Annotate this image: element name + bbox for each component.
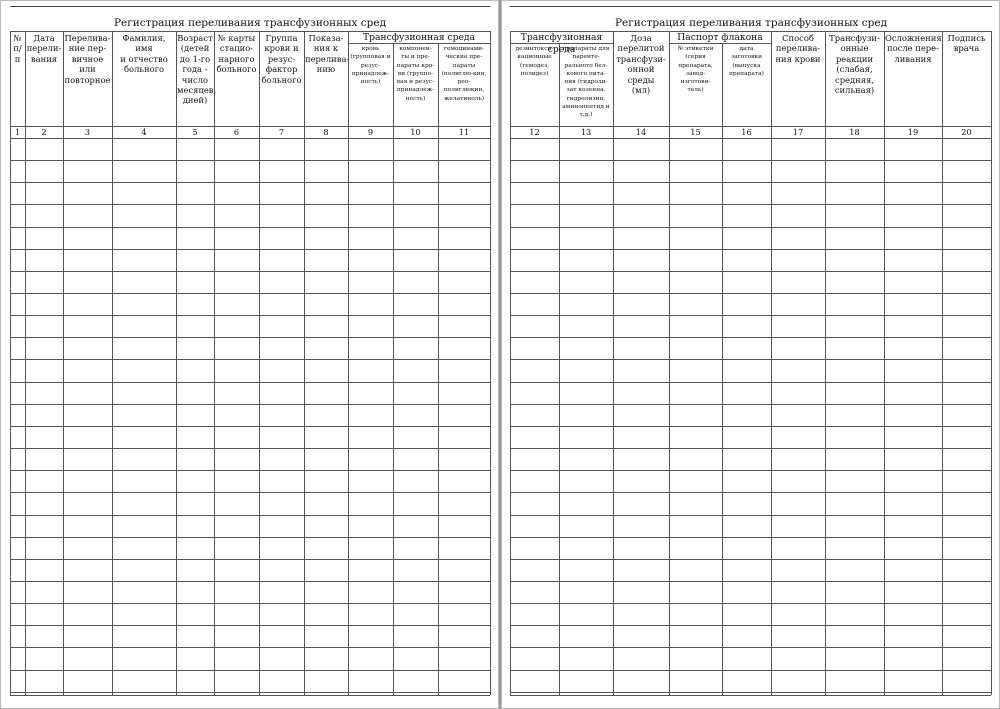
- column-header: компонен- ты и пре- параты кро- ви (группо- вая и резус- принадлеж- ность): [396, 46, 435, 102]
- table-row: [510, 160, 991, 161]
- table-row: [510, 382, 991, 383]
- table-row: [510, 227, 991, 228]
- column-divider: [438, 43, 439, 695]
- table-row: [510, 670, 991, 671]
- top-rule: [10, 6, 490, 7]
- table-row: [10, 271, 490, 272]
- column-header: Группа крови и резус- фактор больного: [261, 33, 302, 85]
- column-number: 19: [907, 127, 919, 137]
- table-row: [10, 249, 490, 250]
- table-row: [10, 315, 490, 316]
- column-number: 20: [961, 127, 972, 137]
- column-header: Способ перелива- ния крови: [775, 33, 821, 64]
- table-row: [510, 470, 991, 471]
- table-row: [10, 625, 490, 626]
- column-number: 14: [635, 127, 647, 137]
- column-header: № карты стацио- нарного больного: [216, 33, 257, 75]
- table-row: [10, 692, 490, 693]
- table-row: [10, 182, 490, 183]
- table-row: [10, 448, 490, 449]
- table-row: [10, 470, 490, 471]
- column-number: 18: [849, 127, 860, 137]
- right-page: [501, 0, 1000, 709]
- table-row: [510, 315, 991, 316]
- column-header: гемодинами- ческие пре- параты (полиглю-кин, рео- полиглюкин, желатиноль): [441, 46, 487, 102]
- column-header: № этикетки (серия препарата, завод- изготови- тель): [677, 46, 714, 94]
- table-row: [10, 227, 490, 228]
- column-number: 17: [792, 127, 804, 137]
- table-row: [510, 182, 991, 183]
- table-row: [510, 404, 991, 405]
- table-bottom-rule: [510, 695, 991, 696]
- top-rule: [510, 6, 992, 7]
- column-number: 15: [690, 127, 701, 137]
- table-row: [510, 625, 991, 626]
- table-row: [10, 537, 490, 538]
- table-row: [510, 559, 991, 560]
- table-row: [10, 581, 490, 582]
- table-row: [510, 515, 991, 516]
- column-number: 1: [14, 127, 21, 137]
- table-row: [510, 581, 991, 582]
- column-number: 5: [192, 127, 198, 137]
- page-title-left: Регистрация переливания трансфузионных сред: [113, 17, 387, 29]
- table-row: [10, 359, 490, 360]
- column-header: Дата перели- вания: [26, 33, 62, 64]
- table-row: [10, 204, 490, 205]
- column-divider: [393, 43, 394, 695]
- group-header: Трансфузионная среда: [520, 32, 603, 55]
- column-number: 12: [529, 127, 540, 137]
- column-divider: [490, 31, 491, 695]
- table-row: [510, 337, 991, 338]
- column-number: 4: [141, 127, 147, 137]
- column-number: 6: [233, 127, 240, 137]
- column-number: 13: [580, 127, 592, 137]
- table-row: [510, 293, 991, 294]
- table-row: [10, 404, 490, 405]
- column-divider: [991, 31, 992, 695]
- column-header: Осложнения после пере- ливания: [885, 33, 942, 64]
- column-header: кровь (групповая и резус- принадлеж- ность): [350, 46, 391, 86]
- table-row: [510, 271, 991, 272]
- table-row: [10, 426, 490, 427]
- column-header: Трансфузи- онные реакции (слабая, средняя, сильная): [829, 33, 880, 96]
- column-header: дата заготовки (выпуска препарата): [729, 46, 764, 77]
- column-number: 3: [84, 127, 91, 137]
- table-row: [10, 160, 490, 161]
- table-row: [10, 515, 490, 516]
- table-row: [510, 537, 991, 538]
- column-number: 16: [741, 127, 752, 137]
- table-row: [510, 448, 991, 449]
- table-bottom-rule: [10, 695, 490, 696]
- column-header: Подпись врача: [947, 33, 986, 54]
- table-row: [10, 293, 490, 294]
- column-number: 11: [458, 127, 470, 137]
- column-header: Показа- ния к перелива- нию: [305, 33, 350, 75]
- number-row-rule: [510, 138, 991, 139]
- table-row: [510, 426, 991, 427]
- table-row: [10, 337, 490, 338]
- table-row: [10, 559, 490, 560]
- column-header: дезинтокси- кационные (гемодез, полидез): [515, 46, 554, 77]
- column-number: 7: [278, 127, 285, 137]
- page-title-right: Регистрация переливания трансфузионных сред: [614, 17, 888, 29]
- table-row: [10, 382, 490, 383]
- column-number: 9: [367, 127, 374, 137]
- table-row: [510, 359, 991, 360]
- table-row: [510, 492, 991, 493]
- column-divider: [559, 43, 560, 695]
- table-row: [10, 603, 490, 604]
- table-row: [510, 692, 991, 693]
- table-row: [510, 647, 991, 648]
- group-header: Паспорт флакона: [677, 32, 763, 43]
- column-number: 10: [410, 127, 421, 137]
- table-row: [10, 670, 490, 671]
- column-number: 8: [323, 127, 329, 137]
- number-row-rule: [10, 138, 490, 139]
- left-page: [0, 0, 499, 709]
- column-header: № п/ п: [13, 33, 22, 64]
- table-row: [510, 249, 991, 250]
- column-header: препараты для паренте- рального бел- кового пита- ния (гидроли- зат козеина, гидролизин, аминопептид и т.д.): [562, 46, 610, 119]
- group-header: Трансфузионная среда: [362, 32, 476, 43]
- column-number: 2: [41, 127, 47, 137]
- column-header: Доза перелитой трансфузи- онной среды (мл): [616, 33, 666, 96]
- table-row: [10, 647, 490, 648]
- table-row: [510, 204, 991, 205]
- column-header: Фамилия, имя и отчество больного: [120, 33, 168, 75]
- table-row: [10, 492, 490, 493]
- table-row: [510, 603, 991, 604]
- column-header: Возраст (детей до 1-го года - число месяцев, дней): [177, 33, 217, 106]
- column-divider: [722, 43, 723, 695]
- column-header: Перелива- ние пер- вичное или повторное: [64, 33, 111, 85]
